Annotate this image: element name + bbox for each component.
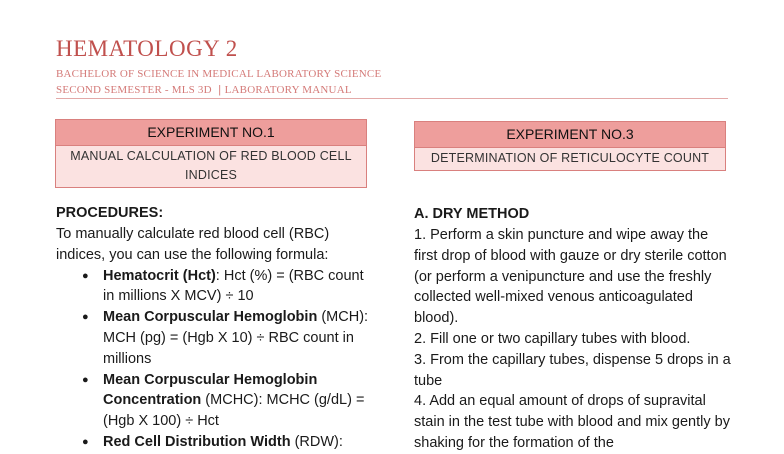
dry-method-steps xyxy=(414,225,734,454)
list-item xyxy=(56,307,376,369)
list-item: 1. Perform a skin puncture and wipe away the first drop of blood with gauze or dry sterile cotton (or perform a venipuncture and use the freshly collected well-mixed venous anticoagulated blood). xyxy=(414,227,727,327)
list-item: 2. Fill one or two capillary tubes with blood. xyxy=(414,330,691,347)
bullet-icon: ● xyxy=(82,311,89,324)
experiment-title-left: MANUAL CALCULATION OF RED BLOOD CELL INDICES xyxy=(56,146,366,187)
manual-label: LABORATORY MANUAL xyxy=(224,84,352,96)
formula-term: Hematocrit (Hct) xyxy=(103,267,216,284)
program-subtitle: BACHELOR OF SCIENCE IN MEDICAL LABORATORY SCIENCE xyxy=(56,68,382,80)
header-divider xyxy=(56,98,728,99)
dry-method-column xyxy=(414,204,734,454)
list-item xyxy=(56,370,376,432)
formula-text: (MCH): MCH (pg) = (Hgb X 10) ÷ RBC count in millions xyxy=(103,309,369,367)
experiment-box-left xyxy=(55,119,367,188)
experiment-title-right: DETERMINATION OF RETICULOCYTE COUNT xyxy=(415,148,725,170)
formula-term: Mean Corpuscular Hemoglobin Concentration xyxy=(103,371,318,409)
bullet-icon: ● xyxy=(82,269,89,282)
formula-term: Red Cell Distribution Width xyxy=(103,433,291,450)
formula-term: Mean Corpuscular Hemoglobin xyxy=(103,309,318,326)
experiment-box-right xyxy=(414,121,726,171)
bullet-icon: ● xyxy=(82,373,89,386)
experiment-number-right: EXPERIMENT NO.3 xyxy=(415,122,725,148)
procedures-intro: To manually calculate red blood cell (RBC) indices, you can use the following formula: xyxy=(56,226,330,263)
formula-text: : Hct (%) = (RBC count in millions X MCV) ÷ 10 xyxy=(103,267,364,305)
subtitle-separator: | xyxy=(211,84,225,96)
bullet-icon: ● xyxy=(82,435,89,448)
list-item: 3. From the capillary tubes, dispense 5 drops in a tube xyxy=(414,351,731,389)
semester-label: SECOND SEMESTER - MLS 3D xyxy=(56,84,212,96)
procedures-column xyxy=(56,203,376,453)
list-item xyxy=(56,266,376,308)
experiment-number-left: EXPERIMENT NO.1 xyxy=(56,120,366,146)
page-title: HEMATOLOGY 2 xyxy=(56,36,238,61)
dry-method-heading: A. DRY METHOD xyxy=(414,206,530,222)
formula-text: (RDW): xyxy=(290,433,343,450)
list-item: 4. Add an equal amount of drops of supravital stain in the test tube with blood and mix gently by shaking for the formation of the xyxy=(414,393,730,451)
procedures-heading: PROCEDURES: xyxy=(56,205,164,221)
formula-list xyxy=(56,266,376,453)
semester-subtitle xyxy=(56,84,352,96)
formula-text: (MCHC): MCHC (g/dL) = (Hgb X 100) ÷ Hct xyxy=(103,392,365,430)
list-item xyxy=(56,432,376,453)
